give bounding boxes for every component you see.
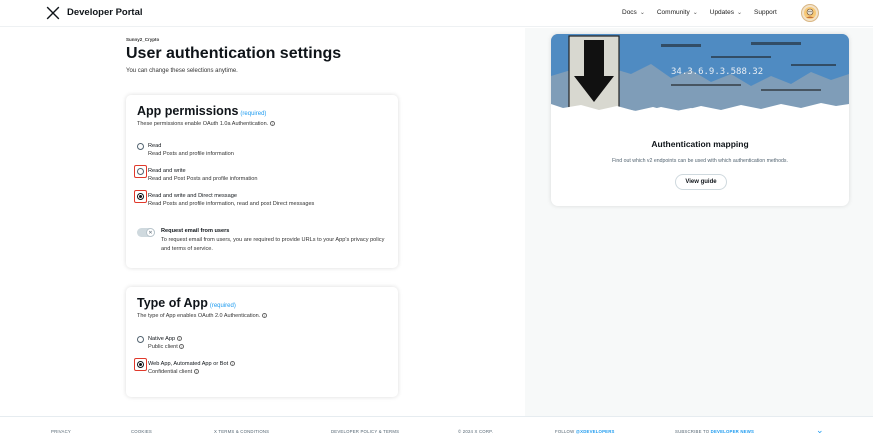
type-of-app-card <box>126 287 398 397</box>
info-icon[interactable]: i <box>270 121 275 126</box>
banner-text: 34.3.6.9.3.588.32 <box>671 67 764 77</box>
footer-follow[interactable] <box>555 429 615 434</box>
info-icon[interactable]: i <box>262 313 267 318</box>
required-label: (required) <box>209 303 236 309</box>
footer-copyright: © 2024 X CORP. <box>458 429 494 434</box>
auth-mapping-card <box>551 34 849 206</box>
auth-mapping-banner-image <box>551 34 849 118</box>
option-label-text: Web App, Automated App or Bot <box>148 361 229 367</box>
request-email-label: Request email from users <box>161 228 230 234</box>
app-permissions-title <box>137 104 266 118</box>
option-label: Read and write and Direct message <box>148 193 237 199</box>
view-guide-button[interactable]: View guide <box>675 174 727 190</box>
footer-subscribe[interactable] <box>675 429 754 434</box>
info-icon[interactable]: i <box>230 361 235 366</box>
type-of-app-subtitle-text: The type of App enables OAuth 2.0 Authentication. <box>137 313 261 319</box>
avatar-image-icon <box>803 6 817 20</box>
top-header <box>0 0 873 27</box>
request-email-toggle[interactable] <box>137 228 155 237</box>
x-logo-icon[interactable] <box>46 6 60 20</box>
close-icon: ✕ <box>146 228 155 237</box>
footer-follow-prefix: FOLLOW <box>555 429 575 434</box>
app-permissions-title-text: App permissions <box>137 104 239 118</box>
footer-cookies-link[interactable]: COOKIES <box>131 429 152 434</box>
highlight-box <box>134 190 147 203</box>
footer <box>0 416 873 442</box>
nav-community[interactable]: Community ⌄ <box>656 9 698 16</box>
required-label: (required) <box>240 111 267 117</box>
page-subtitle: You can change these selections anytime. <box>126 68 238 74</box>
top-nav <box>622 9 777 16</box>
app-name-breadcrumb: Sunny2_Crypto <box>126 37 160 42</box>
highlight-box <box>134 358 147 371</box>
avatar[interactable] <box>801 4 819 22</box>
option-label <box>148 336 182 342</box>
nav-support[interactable]: Support <box>754 9 777 16</box>
info-icon[interactable]: i <box>179 344 184 349</box>
chevron-down-icon: ⌄ <box>692 10 698 16</box>
option-label <box>148 361 235 367</box>
app-permissions-card <box>126 95 398 268</box>
option-desc: Read Posts and profile information, read and post Direct messages <box>148 201 315 207</box>
app-permissions-subtitle-text: These permissions enable OAuth 1.0a Authentication. <box>137 121 269 127</box>
option-desc-text: Public client <box>148 344 178 350</box>
footer-subscribe-prefix: SUBSCRIBE TO <box>675 429 710 434</box>
radio-read[interactable] <box>137 143 144 150</box>
type-of-app-title <box>137 296 236 310</box>
option-desc <box>148 369 199 375</box>
chevron-down-icon[interactable]: ⌄ <box>816 425 824 435</box>
footer-terms-link[interactable]: X TERMS & CONDITIONS <box>214 429 270 434</box>
option-desc: Read Posts and profile information <box>148 151 234 157</box>
radio-native-app[interactable] <box>137 336 144 343</box>
option-desc <box>148 344 184 350</box>
footer-follow-handle[interactable]: @XDEVELOPERS <box>575 429 615 434</box>
option-label: Read and write <box>148 168 186 174</box>
type-of-app-subtitle <box>137 313 267 319</box>
nav-updates[interactable]: Updates ⌄ <box>709 9 742 16</box>
option-desc-text: Confidential client <box>148 369 193 375</box>
type-of-app-title-text: Type of App <box>137 296 208 310</box>
footer-subscribe-link[interactable]: DEVELOPER NEWS <box>710 429 755 434</box>
auth-mapping-title: Authentication mapping <box>651 139 749 149</box>
chevron-down-icon: ⌄ <box>639 10 645 16</box>
app-permissions-subtitle <box>137 121 275 127</box>
info-icon[interactable]: i <box>194 369 199 374</box>
nav-docs[interactable]: Docs ⌄ <box>622 9 645 16</box>
page-title: User authentication settings <box>126 45 342 62</box>
footer-dev-policy-link[interactable]: DEVELOPER POLICY & TERMS <box>331 429 400 434</box>
auth-mapping-desc: Find out which v2 endpoints can be used with which authentication methods. <box>612 158 788 164</box>
option-label-text: Native App <box>148 336 176 342</box>
info-icon[interactable]: i <box>177 336 182 341</box>
footer-privacy-link[interactable]: PRIVACY <box>51 429 71 434</box>
highlight-box <box>134 165 147 178</box>
option-desc: Read and Post Posts and profile information <box>148 176 258 182</box>
chevron-down-icon: ⌄ <box>736 10 742 16</box>
request-email-desc: To request email from users, you are required to provide URLs to your App's privacy policy and terms of service. <box>161 237 385 252</box>
option-label: Read <box>148 143 162 149</box>
brand-title[interactable]: Developer Portal <box>67 7 143 18</box>
